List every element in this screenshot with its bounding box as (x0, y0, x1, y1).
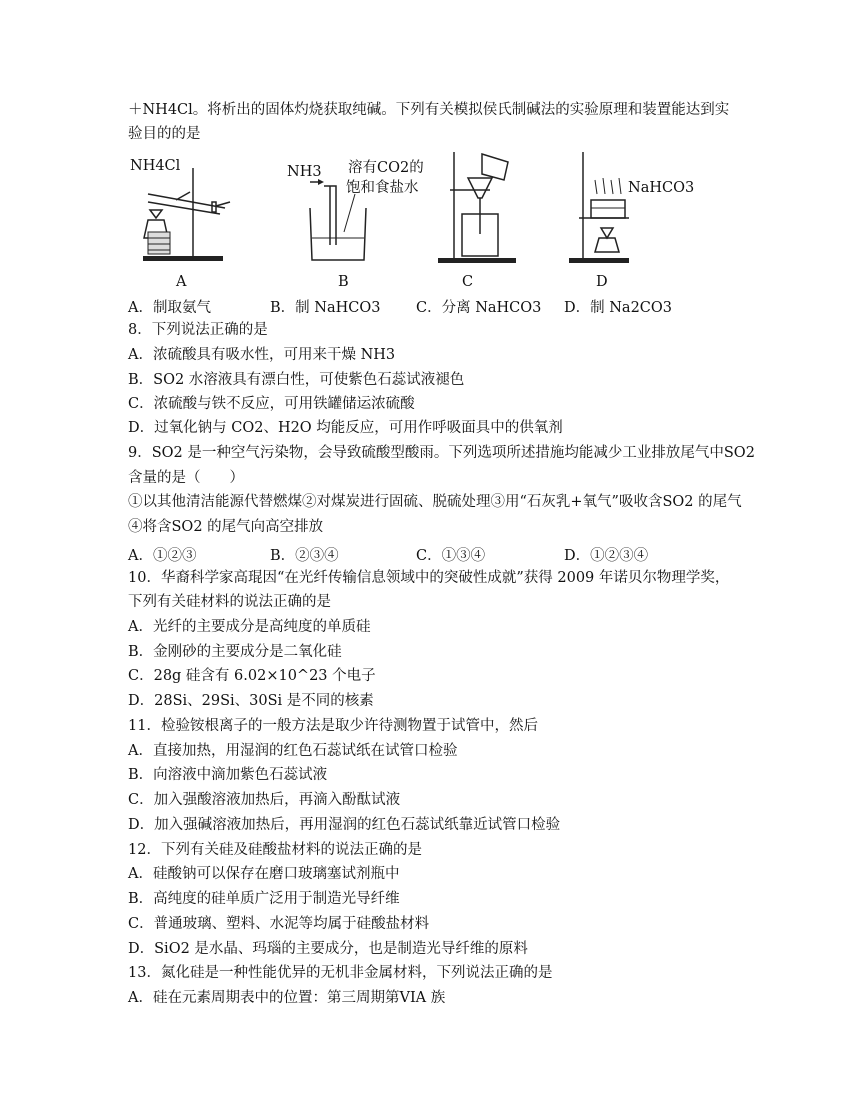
q12-option-b: B．高纯度的硅单质广泛用于制造光导纤维 (128, 891, 400, 907)
apparatus-c-diagram (432, 148, 522, 268)
q9-option-b: B．②③④ (270, 548, 339, 564)
q11-option-b: B．向溶液中滴加紫色石蕊试液 (128, 767, 328, 783)
intro-line-2: 验目的的是 (128, 126, 201, 142)
apparatus-b-diagram (280, 150, 390, 270)
figure-label-b: B (338, 274, 349, 290)
figure-b-note-2: 饱和食盐水 (346, 180, 419, 196)
figure-b-gas: NH3 (287, 164, 322, 180)
q10-stem-2: 下列有关硅材料的说法正确的是 (128, 594, 331, 610)
q12-stem: 12．下列有关硅及硅酸盐材料的说法正确的是 (128, 842, 422, 858)
q9-option-c: C．①③④ (416, 548, 486, 564)
q10-option-b: B．金刚砂的主要成分是二氧化硅 (128, 644, 342, 660)
q11-stem: 11．检验铵根离子的一般方法是取少许待测物置于试管中，然后 (128, 718, 538, 734)
figure-d-reagent: NaHCO3 (628, 180, 695, 196)
q7-option-d: D．制 Na2CO3 (564, 300, 672, 316)
figure-label-c: C (462, 274, 474, 290)
apparatus-a-diagram (128, 150, 238, 270)
q12-option-a: A．硅酸钠可以保存在磨口玻璃塞试剂瓶中 (128, 866, 400, 882)
q7-option-a: A．制取氨气 (128, 300, 211, 316)
q8-option-d: D．过氧化钠与 CO2、H2O 均能反应，可用作呼吸面具中的供氧剂 (128, 420, 563, 436)
q8-stem: 8．下列说法正确的是 (128, 322, 268, 338)
q10-option-a: A．光纤的主要成分是高纯度的单质硅 (128, 619, 371, 635)
apparatus-d-diagram (565, 148, 635, 268)
figure-label-a: A (176, 274, 187, 290)
q9-option-a: A．①②③ (128, 548, 197, 564)
q8-option-b: B．SO2 水溶液具有漂白性，可使紫色石蕊试液褪色 (128, 372, 465, 388)
q7-option-b: B．制 NaHCO3 (270, 300, 381, 316)
q8-option-a: A．浓硫酸具有吸水性，可用来干燥 NH3 (128, 347, 396, 363)
figure-label-d: D (596, 274, 608, 290)
q9-option-d: D．①②③④ (564, 548, 649, 564)
q9-item-1: ①以其他清洁能源代替燃煤②对煤炭进行固硫、脱硫处理③用“石灰乳+氧气”吸收含SO2 的尾气 (128, 494, 742, 510)
q10-option-d: D．28Si、29Si、30Si 是不同的核素 (128, 693, 374, 709)
q10-option-c: C．28g 硅含有 6.02×10^23 个电子 (128, 668, 376, 684)
q13-option-a: A．硅在元素周期表中的位置：第三周期第VIA 族 (128, 990, 446, 1006)
q7-option-c: C．分离 NaHCO3 (416, 300, 542, 316)
q12-option-d: D．SiO2 是水晶、玛瑙的主要成分，也是制造光导纤维的原料 (128, 941, 528, 957)
q11-option-d: D．加入强碱溶液加热后，再用湿润的红色石蕊试纸靠近试管口检验 (128, 817, 561, 833)
q12-option-c: C．普通玻璃、塑料、水泥等均属于硅酸盐材料 (128, 916, 430, 932)
figure-b-note-1: 溶有CO2的 (348, 160, 424, 176)
q8-option-c: C．浓硫酸与铁不反应，可用铁罐储运浓硫酸 (128, 396, 415, 412)
intro-line-1: ＋NH4Cl。将析出的固体灼烧获取纯碱。下列有关模拟侯氏制碱法的实验原理和装置能达到实 (128, 102, 730, 118)
q11-option-a: A．直接加热，用湿润的红色石蕊试纸在试管口检验 (128, 743, 458, 759)
q9-item-2: ④将含SO2 的尾气向高空排放 (128, 519, 324, 535)
q13-stem: 13．氮化硅是一种性能优异的无机非金属材料，下列说法正确的是 (128, 965, 553, 981)
q9-stem-1: 9．SO2 是一种空气污染物，会导致硫酸型酸雨。下列选项所述措施均能减少工业排放尾气中SO2 (128, 445, 755, 461)
figure-a-reagent: NH4Cl (130, 158, 181, 174)
q10-stem-1: 10．华裔科学家高琨因“在光纤传输信息领域中的突破性成就”获得 2009 年诺贝尔物理学奖， (128, 570, 730, 586)
q11-option-c: C．加入强酸溶液加热后，再滴入酚酞试液 (128, 792, 401, 808)
q9-stem-2: 含量的是（ ） (128, 470, 244, 486)
